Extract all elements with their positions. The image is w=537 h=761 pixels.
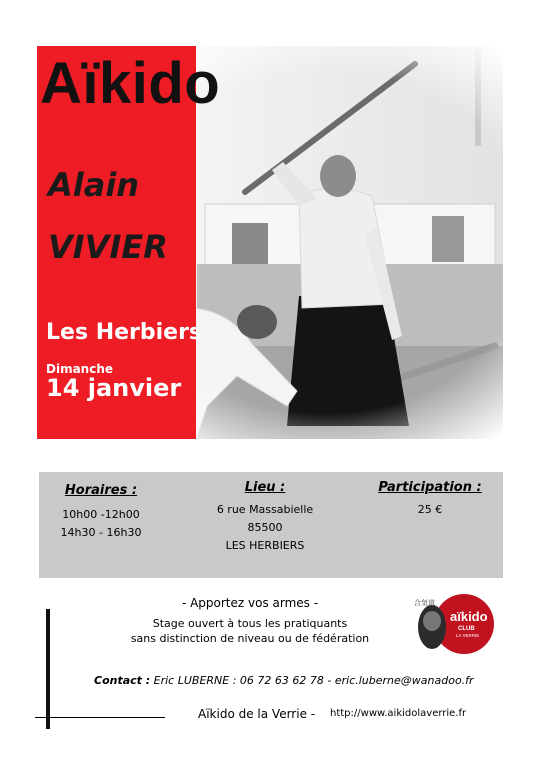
decorative-horizontal-line <box>35 717 165 718</box>
lieu-line: 6 rue Massabielle <box>216 503 314 516</box>
teacher-first-name: Alain <box>48 166 140 204</box>
event-title <box>40 52 220 116</box>
logo-location-text: LA VERRIE <box>456 633 480 638</box>
open-stage-line-1: Stage ouvert à tous les pratiquants <box>152 617 348 630</box>
club-name: Aïkido de la Verrie - <box>198 707 316 721</box>
teacher-last-name: VIVIER <box>48 228 168 266</box>
horaires-line: 10h00 -12h00 <box>62 508 140 521</box>
participation-heading: Participation : <box>378 480 482 495</box>
horaires-heading: Horaires : <box>64 483 138 498</box>
lieu-column <box>195 480 335 555</box>
title-part-1: Aïki <box>40 51 149 116</box>
contact-line <box>94 674 474 687</box>
contact-details: Eric LUBERNE : 06 72 63 62 78 - eric.luberne@wanadoo.fr <box>150 674 474 687</box>
logo-main-text: aïkido <box>450 609 488 624</box>
club-url-link[interactable]: http://www.aikidolaverrie.fr <box>330 708 467 719</box>
participation-price: 25 € <box>417 503 443 516</box>
lieu-heading: Lieu : <box>244 480 286 495</box>
participation-column <box>370 480 490 519</box>
event-city: Les Herbiers <box>46 320 203 345</box>
logo-club-text: CLUB <box>458 626 475 632</box>
club-logo <box>410 591 502 657</box>
contact-label: Contact : <box>94 674 151 687</box>
lieu-line: 85500 <box>247 521 283 534</box>
logo-kanji: 合気道 <box>414 599 435 607</box>
event-day: Dimanche <box>46 362 114 376</box>
horaires-column <box>46 483 156 542</box>
open-stage-line-2: sans distinction de niveau ou de fédération <box>130 632 370 645</box>
event-date: 14 janvier <box>46 374 182 402</box>
bring-weapons-note: - Apportez vos armes - <box>181 596 319 610</box>
lieu-line: LES HERBIERS <box>225 539 305 552</box>
title-part-2: do <box>148 51 221 116</box>
decorative-vertical-bar <box>46 609 50 729</box>
horaires-line: 14h30 - 16h30 <box>60 526 142 539</box>
